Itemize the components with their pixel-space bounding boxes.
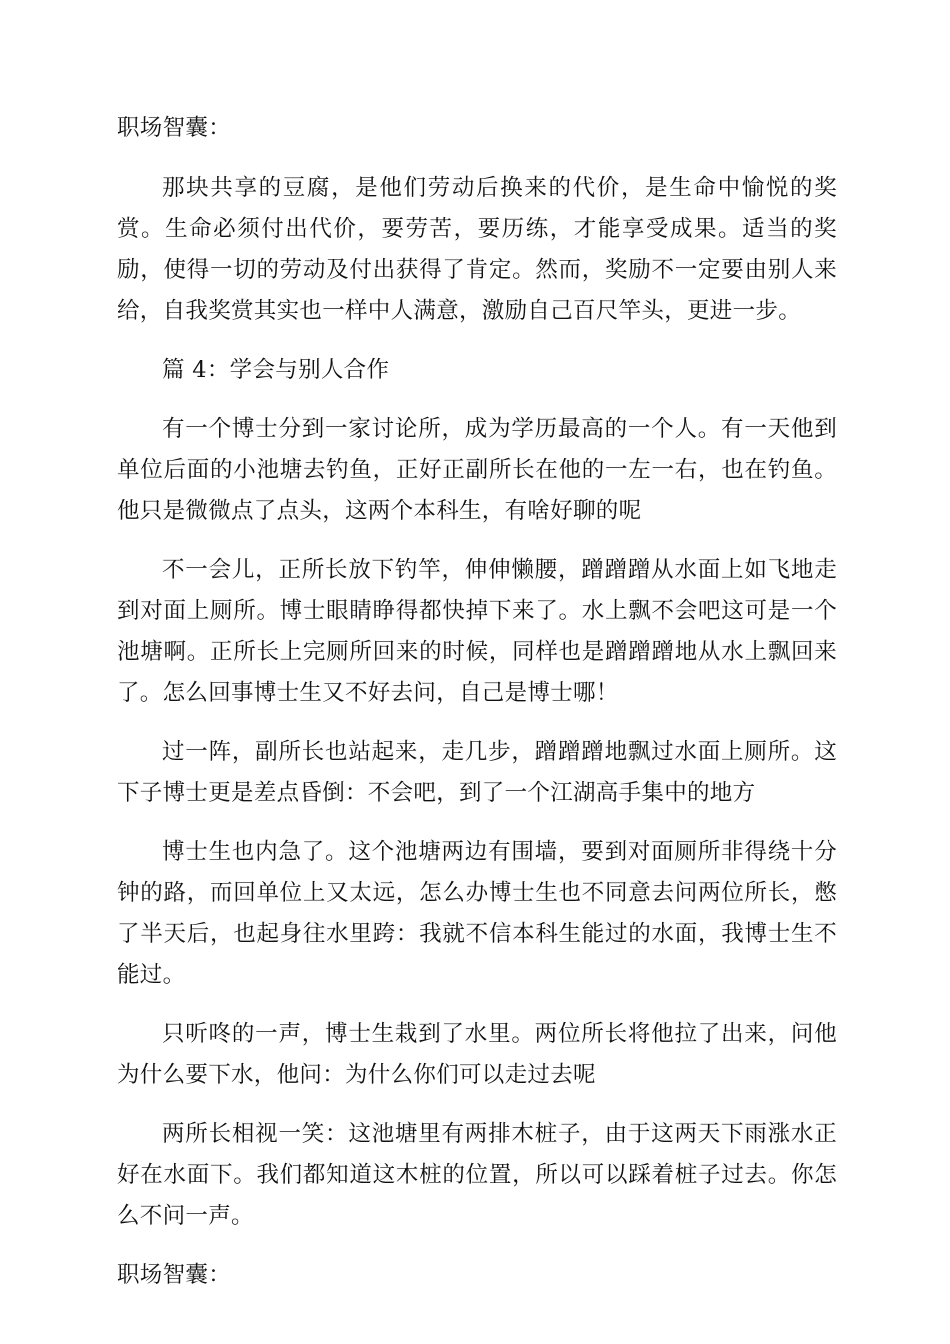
paragraph-reward: 那块共享的豆腐，是他们劳动后换来的代价，是生命中愉悦的奖赏。生命必须付出代价，要劳苦，要历练，才能享受成果。适当的奖励，使得一切的劳动及付出获得了肯定。然而，奖励不一定要由别人来给，自我奖赏其实也一样中人满意，激励自己百尺竿头，更进一步。 [117,175,837,324]
document-body [117,108,837,1315]
paragraph: 不一会儿，正所长放下钓竿，伸伸懒腰，蹭蹭蹭从水面上如飞地走到对面上厕所。博士眼睛睁得都快掉下来了。水上飘不会吧这可是一个池塘啊。正所长上完厕所回来的时候，同样也是蹭蹭蹭地从水上飘回来了。怎么回事博士生又不好去问，自己是博士哪！ [117,557,837,706]
section-title: 篇 4：学会与别人合作 [162,357,390,383]
paragraph: 两所长相视一笑：这池塘里有两排木桩子，由于这两天下雨涨水正好在水面下。我们都知道这木桩的位置，所以可以踩着桩子过去。你怎么不问一声。 [117,1121,837,1229]
paragraph: 有一个博士分到一家讨论所，成为学历最高的一个人。有一天他到单位后面的小池塘去钓鱼，正好正副所长在他的一左一右，也在钓鱼。他只是微微点了点头，这两个本科生，有啥好聊的呢 [117,416,837,524]
section-heading-bottom: 职场智囊： [117,1262,232,1288]
section-heading-top: 职场智囊： [117,115,232,141]
paragraph: 过一阵，副所长也站起来，走几步，蹭蹭蹭地飘过水面上厕所。这下子博士更是差点昏倒：不会吧，到了一个江湖高手集中的地方 [117,739,837,806]
paragraph: 博士生也内急了。这个池塘两边有围墙，要到对面厕所非得绕十分钟的路，而回单位上又太远，怎么办博士生也不同意去问两位所长，憋了半天后，也起身往水里跨：我就不信本科生能过的水面，我博士生不能过。 [117,839,837,988]
paragraph: 只听咚的一声，博士生栽到了水里。两位所长将他拉了出来，问他为什么要下水，他问：为什么你们可以走过去呢 [117,1021,837,1088]
